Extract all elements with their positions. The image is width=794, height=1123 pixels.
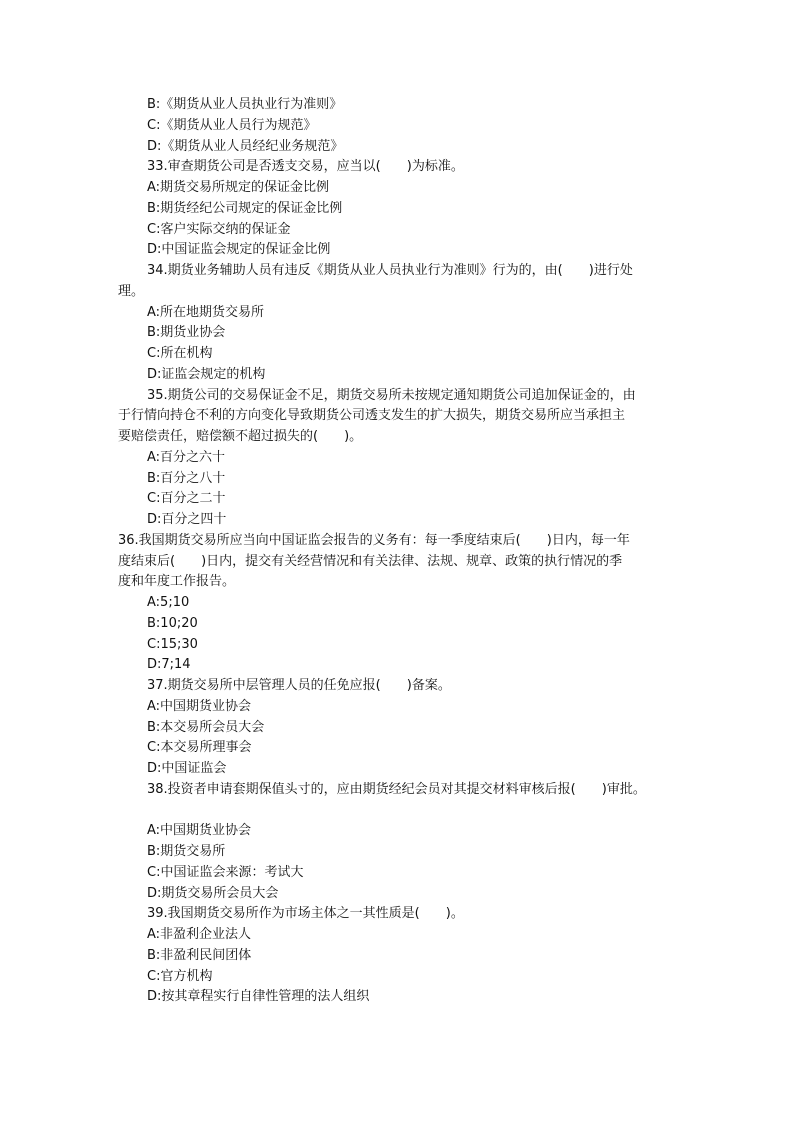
answer-option-line: C:官方机构 [147,968,213,984]
answer-option-line: A:所在地期货交易所 [147,304,265,320]
answer-option-line: A:非盈利企业法人 [147,927,252,942]
question-line: 38.投资者申请套期保值头寸的，应由期货经纪会员对其提交材料审核后报( )审批。 [147,781,646,797]
answer-option-line: C:百分之二十 [147,491,226,507]
question-line: 34.期货业务辅助人员有违反《期货从业人员执业行为准则》行为的，由( )进行处 [147,263,633,278]
answer-option-line: D:中国证监会 [147,761,227,776]
question-line: 37.期货交易所中层管理人员的任免应报( )备案。 [147,678,451,693]
answer-option-line: B:期货业协会 [147,325,226,341]
question-line: 39.我国期货交易所作为市场主体之一其性质是( )。 [147,906,464,922]
answer-option-line: C:所在机构 [147,346,213,361]
answer-option-line: C:客户实际交纳的保证金 [147,221,291,237]
question-continuation-line: 理。 [118,283,145,299]
answer-option-line: B:10;20 [147,615,198,631]
answer-option-line: D:中国证监会规定的保证金比例 [147,242,331,258]
question-continuation-line: 要赔偿责任，赔偿额不超过损失的( )。 [118,429,363,444]
blank-line [118,801,683,822]
answer-option-line: C:《期货从业人员行为规范》 [147,117,317,133]
question-text-block [118,95,683,1008]
answer-option-line: B:期货经纪公司规定的保证金比例 [147,200,343,216]
answer-option-line: C:中国证监会来源：考试大 [147,864,304,880]
answer-option-line: B:百分之八十 [147,470,226,486]
answer-option-line: A:期货交易所规定的保证金比例 [147,180,330,195]
answer-option-line: B:非盈利民间团体 [147,947,252,963]
answer-option-line: D:百分之四十 [147,512,227,527]
answer-option-line: A:中国期货业协会 [147,823,252,839]
question-line: 36.我国期货交易所应当向中国证监会报告的义务有：每一季度结束后( )日内，每一年 [118,532,630,548]
question-continuation-line: 度结束后( )日内，提交有关经营情况和有关法律、法规、规章、政策的执行情况的季 [118,553,623,569]
answer-option-line: B:本交易所会员大会 [147,719,265,735]
answer-option-line: D:7;14 [147,657,191,673]
answer-option-line: B:期货交易所 [147,844,226,859]
answer-option-line: A:百分之六十 [147,449,226,465]
question-line: 35.期货公司的交易保证金不足，期货交易所未按规定通知期货公司追加保证金的，由 [147,387,636,403]
answer-option-line: B:《期货从业人员执业行为准则》 [147,97,343,112]
answer-option-line: D:《期货从业人员经纪业务规范》 [147,138,344,154]
answer-option-line: A:5;10 [147,595,190,610]
answer-option-line: D:证监会规定的机构 [147,366,266,382]
question-continuation-line: 于行情向持仓不利的方向变化导致期货公司透支发生的扩大损失，期货交易所应当承担主 [118,408,626,424]
answer-option-line: C:15;30 [147,636,198,652]
question-continuation-line: 度和年度工作报告。 [118,574,236,590]
question-line: 33.审查期货公司是否透支交易，应当以( )为标准。 [147,159,464,175]
answer-option-line: C:本交易所理事会 [147,740,252,756]
answer-option-line: D:期货交易所会员大会 [147,885,279,901]
answer-option-line: D:按其章程实行自律性管理的法人组织 [147,989,370,1005]
answer-option-line: A:中国期货业协会 [147,698,252,714]
